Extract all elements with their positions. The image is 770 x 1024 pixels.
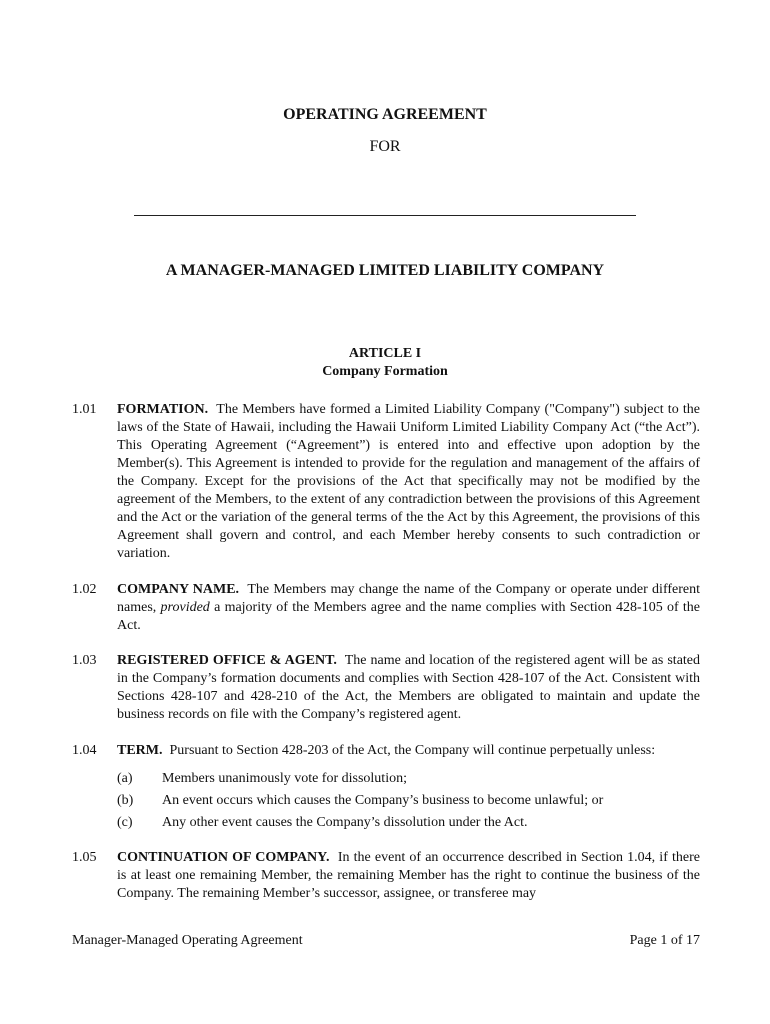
section-body (117, 849, 700, 903)
footer-page-number: Page 1 of 17 (629, 933, 700, 948)
section-body (117, 742, 700, 760)
list-item (117, 770, 700, 792)
list-item (117, 814, 700, 836)
section-1-01 (72, 401, 700, 563)
document-title: OPERATING AGREEMENT (283, 106, 487, 123)
list-item-text: Any other event causes the Company’s dissolution under the Act. (162, 815, 528, 830)
article-number: ARTICLE I (348, 346, 422, 361)
section-1-04 (72, 742, 700, 760)
section-number: 1.03 (72, 653, 97, 668)
section-number: 1.02 (72, 582, 97, 597)
section-number: 1.05 (72, 850, 97, 865)
footer-document-name: Manager-Managed Operating Agreement (72, 933, 303, 948)
section-heading: FORMATION. (117, 402, 209, 417)
section-text-italic: provided (160, 600, 210, 615)
list-item-label: (c) (117, 815, 133, 830)
company-name-blank-line (134, 215, 636, 216)
list-item-label: (b) (117, 793, 134, 808)
section-number: 1.04 (72, 743, 97, 758)
list-item-text: An event occurs which causes the Company’s business to become unlawful; or (162, 793, 604, 808)
section-text-continued: a majority of the Members agree and the name complies with Section 428-105 of the Act. (117, 600, 701, 633)
document-subtitle: A MANAGER-MANAGED LIMITED LIABILITY COMPANY (165, 262, 605, 279)
term-conditions-list (117, 770, 700, 836)
section-heading: TERM. (117, 743, 163, 758)
section-body (117, 401, 700, 563)
section-1-03 (72, 652, 700, 724)
section-text: The Members may change the name of the Company or operate under different names, (117, 582, 700, 615)
list-item-label: (a) (117, 771, 133, 786)
section-text: In the event of an occurrence described in Section 1.04, if there is at least one remaining Member, the remaining Member has the right to continue the business of the Company. The remaining Member’s successor, assignee, or transferee may (117, 850, 701, 901)
section-body (117, 581, 700, 635)
section-heading: CONTINUATION OF COMPANY. (117, 850, 330, 865)
section-number: 1.01 (72, 402, 97, 417)
section-text: The Members have formed a Limited Liability Company ("Company") subject to the laws of the State of Hawaii, including the Hawaii Uniform Limited Liability Company Act (“the Act”). This Operating Agreement (“Agreement”) is entered into and effective upon adoption by the Member(s). This Agreement is intended to provide for the regulation and management of the affairs of the Company. Except for the provisions of the Act that specifically may not be modified by the agreement of the Members, to the extent of any contradiction between the provisions of this Agreement and the Act or the variation of the general terms of the the Act by this Agreement, the provisions of this Agreement shall govern and control, and each Member hereby consents to such contradiction or variation. (117, 402, 700, 561)
section-1-02 (72, 581, 700, 635)
section-text: The name and location of the registered agent will be as stated in the Company’s formation documents and complies with Section 428-107 of the Act. Consistent with Sections 428-107 and 428-210 of the Act, the Members are obligated to maintain and update the business records on file with the Company’s registered agent. (117, 653, 701, 722)
section-body (117, 652, 700, 724)
list-item (117, 792, 700, 814)
section-1-05 (72, 849, 700, 903)
article-name: Company Formation (322, 364, 448, 379)
section-text: Pursuant to Section 428-203 of the Act, the Company will continue perpetually unless: (169, 743, 656, 758)
section-heading: REGISTERED OFFICE & AGENT. (117, 653, 337, 668)
section-heading: COMPANY NAME. (117, 582, 240, 597)
document-for-line: FOR (369, 138, 401, 155)
list-item-text: Members unanimously vote for dissolution; (162, 771, 407, 786)
